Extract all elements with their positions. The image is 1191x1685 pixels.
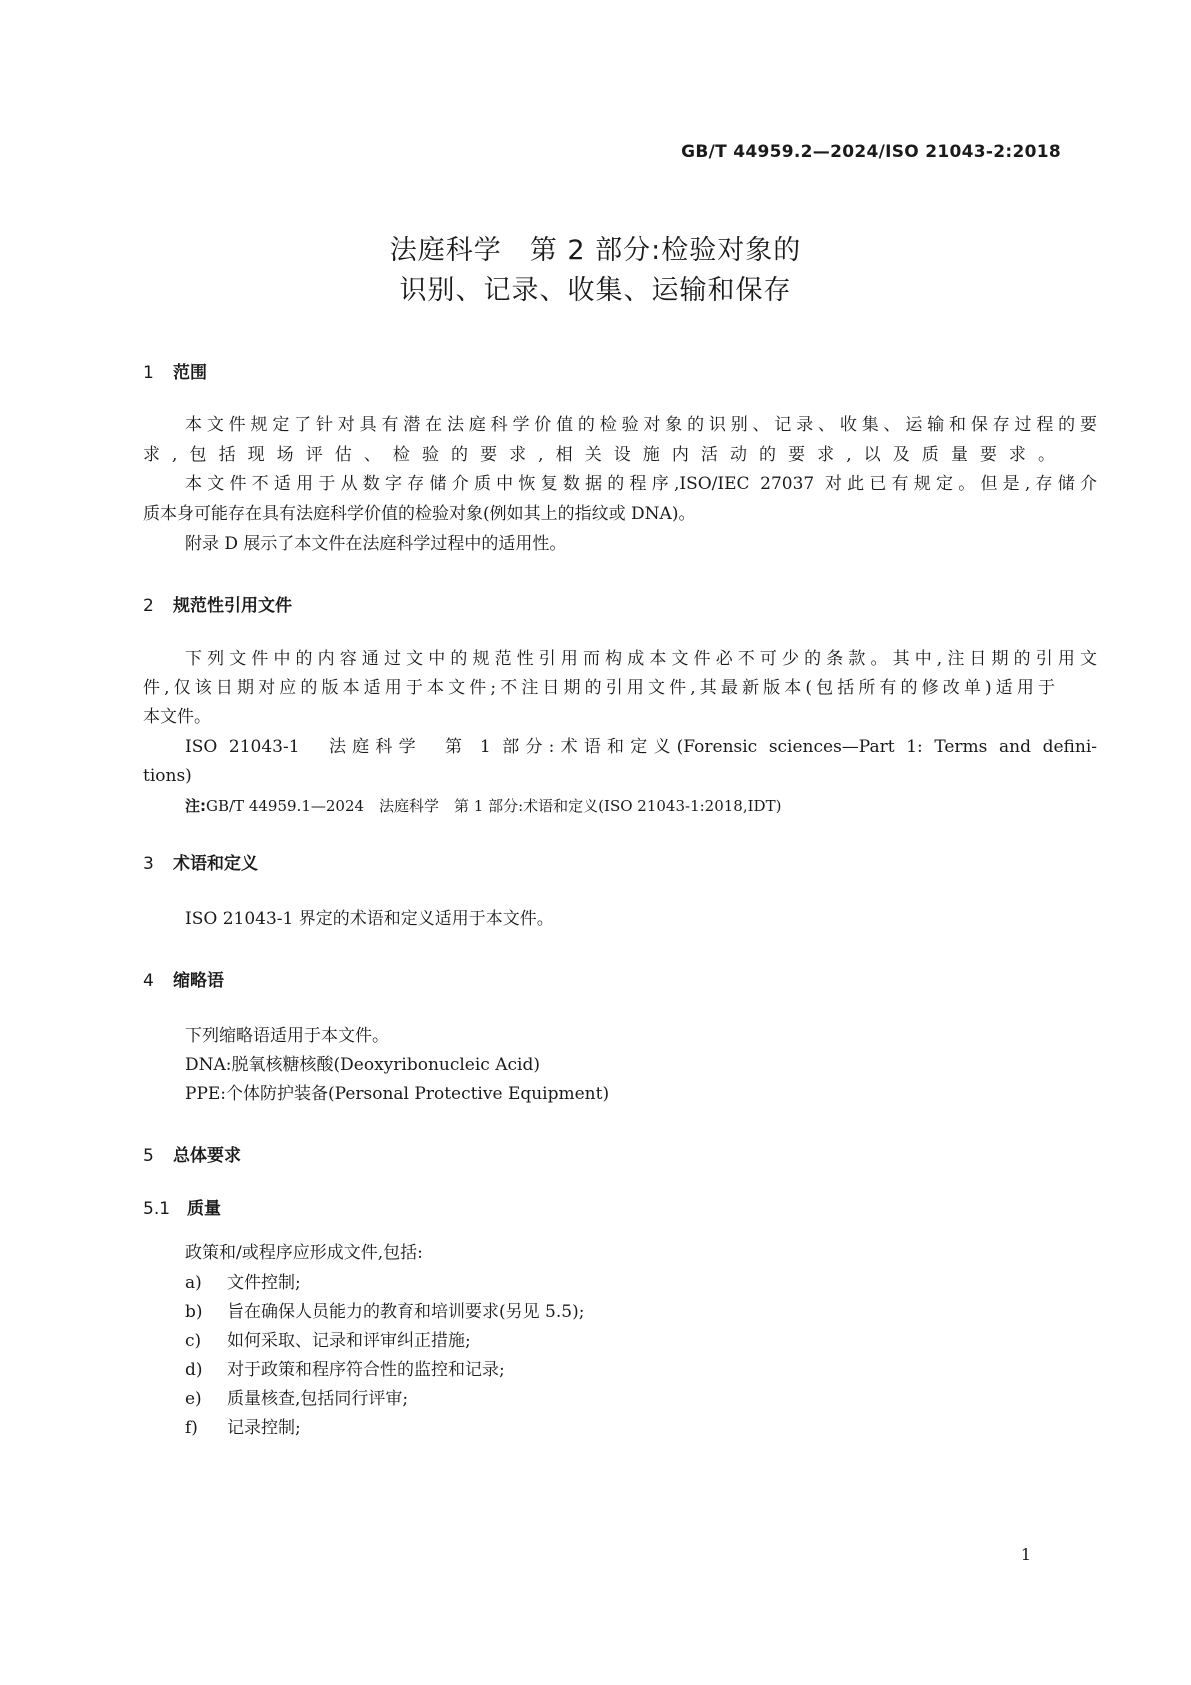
list-text: 文件控制; [227, 1273, 301, 1293]
note-text: GB/T 44959.1—2024 法庭科学 第 1 部分:术语和定义(ISO 21043-1:2018,IDT) [206, 797, 782, 815]
section-number: 2 [143, 596, 154, 616]
section-number: 5 [143, 1146, 154, 1166]
section-number: 3 [143, 854, 154, 874]
list-marker: b) [185, 1302, 203, 1322]
s2-para1-line2: 件,仅该日期对应的版本适用于本文件;不注日期的引用文件,其最新版本(包括所有的修改单)适用于 [143, 678, 1055, 698]
section-number: 4 [143, 971, 154, 991]
list-marker: c) [185, 1331, 202, 1351]
s1-para3: 附录 D 展示了本文件在法庭科学过程中的适用性。 [185, 534, 567, 554]
section-2-heading [143, 591, 292, 616]
s1-para1-line1: 本文件规定了针对具有潜在法庭科学价值的检验对象的识别、记录、收集、运输和保存过程的要 [185, 415, 1097, 435]
section-title: 缩略语 [173, 971, 224, 991]
s1-para2-line2: 质本身可能存在具有法庭科学价值的检验对象(例如其上的指纹或 DNA)。 [143, 504, 696, 524]
s2-ref-line2: tions) [143, 766, 192, 786]
s4-abbr-ppe: PPE:个体防护装备(Personal Protective Equipment) [185, 1084, 610, 1104]
s2-para1-line3: 本文件。 [143, 707, 211, 727]
list-text: 记录控制; [227, 1418, 301, 1438]
section-5-1-heading [143, 1194, 221, 1219]
list-marker: e) [185, 1389, 202, 1409]
list-text: 旨在确保人员能力的教育和培训要求(另见 5.5); [227, 1302, 585, 1322]
s2-ref-line1: ISO 21043-1 法庭科学 第 1 部分:术语和定义(Forensic sciences—Part 1: Terms and defini- [185, 737, 1097, 757]
s5-1-intro: 政策和/或程序应形成文件,包括: [185, 1243, 423, 1263]
s4-abbr-dna: DNA:脱氧核糖核酸(Deoxyribonucleic Acid) [185, 1055, 540, 1075]
list-text: 如何采取、记录和评审纠正措施; [227, 1331, 471, 1351]
list-text: 质量核查,包括同行评审; [227, 1389, 409, 1409]
list-marker: d) [185, 1360, 203, 1380]
section-1-heading [143, 358, 207, 383]
standard-code: GB/T 44959.2—2024/ISO 21043-2:2018 [681, 142, 1061, 162]
title-line-2: 识别、记录、收集、运输和保存 [399, 275, 792, 306]
s4-intro: 下列缩略语适用于本文件。 [185, 1026, 389, 1046]
section-title: 质量 [187, 1199, 221, 1219]
section-4-heading [143, 966, 224, 991]
section-title: 范围 [173, 363, 207, 383]
list-marker: a) [185, 1273, 202, 1293]
section-5-heading [143, 1141, 241, 1166]
page-number: 1 [1020, 1545, 1031, 1564]
list-marker: f) [185, 1418, 198, 1438]
s2-note [185, 795, 781, 816]
list-item [185, 1326, 471, 1351]
title-line-1: 法庭科学 第 2 部分:检验对象的 [389, 235, 802, 266]
s2-para1-line1: 下列文件中的内容通过文中的规范性引用而构成本文件必不可少的条款。其中,注日期的引用文 [185, 649, 1097, 669]
list-item [185, 1297, 584, 1322]
s1-para1-line2: 求,包括现场评估、检验的要求,相关设施内活动的要求,以及质量要求。 [143, 445, 1055, 465]
section-3-heading [143, 849, 258, 874]
section-number: 1 [143, 363, 154, 383]
list-item [185, 1268, 301, 1293]
s1-para2-line1: 本文件不适用于从数字存储介质中恢复数据的程序,ISO/IEC 27037 对此已有规定。但是,存储介 [185, 474, 1097, 494]
section-number: 5.1 [143, 1199, 171, 1219]
list-item [185, 1413, 301, 1438]
list-text: 对于政策和程序符合性的监控和记录; [227, 1360, 505, 1380]
list-item [185, 1355, 505, 1380]
section-title: 规范性引用文件 [173, 596, 292, 616]
section-title: 术语和定义 [173, 854, 258, 874]
s3-para1: ISO 21043-1 界定的术语和定义适用于本文件。 [185, 909, 554, 929]
list-item [185, 1384, 408, 1409]
section-title: 总体要求 [173, 1146, 241, 1166]
note-label: 注: [185, 797, 206, 815]
